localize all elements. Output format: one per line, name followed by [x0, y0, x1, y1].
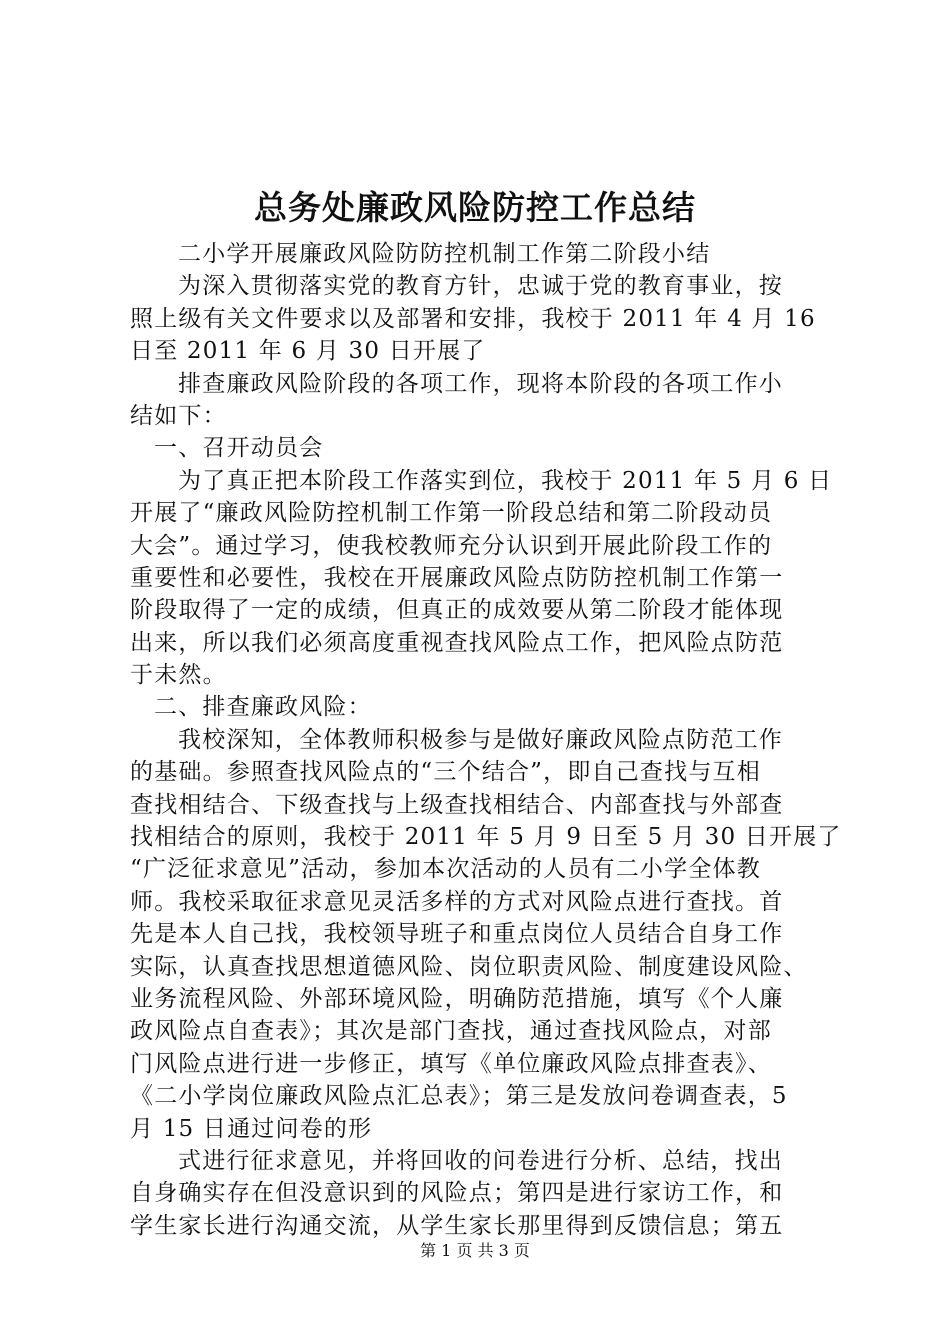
page-footer: 第 1 页 共 3 页 — [420, 1241, 530, 1260]
body-line: 师。我校采取征求意见灵活多样的方式对风险点进行查找。首 — [130, 888, 784, 915]
body-line: 月 15 日通过问卷的形 — [130, 1115, 373, 1142]
body-line: “广泛征求意见”活动，参加本次活动的人员有二小学全体教 — [130, 856, 761, 883]
body-line: 式进行征求意见，并将回收的问卷进行分析、总结，找出 — [178, 1147, 783, 1174]
body-line: 找相结合的原则，我校于 2011 年 5 月 9 日至 5 月 30 日开展了 — [130, 824, 842, 851]
body-line: 出来，所以我们必须高度重视查找风险点工作，把风险点防范 — [130, 629, 784, 656]
body-line: 二小学开展廉政风险防防控机制工作第二阶段小结 — [178, 241, 711, 267]
body-line: 我校深知，全体教师积极参与是做好廉政风险点防范工作 — [178, 726, 783, 753]
body-line: 业务流程风险、外部环境风险，明确防范措施，填写《个人廉 — [130, 985, 784, 1012]
body-line: 重要性和必要性，我校在开展廉政风险点防防控机制工作第一 — [130, 564, 784, 591]
body-line: 结如下： — [130, 402, 227, 429]
body-line: 政风险点自查表》；其次是部门查找，通过查找风险点，对部 — [130, 1018, 772, 1045]
section-heading: 二、排查廉政风险： — [154, 694, 372, 721]
document-title: 总务处廉政风险防控工作总结 — [254, 188, 696, 227]
document-body — [130, 238, 842, 1242]
body-line: 自身确实存在但没意识到的风险点；第四是进行家访工作，和 — [130, 1180, 784, 1207]
body-line: 阶段取得了一定的成绩，但真正的成效要从第二阶段才能体现 — [130, 597, 784, 624]
body-line: 排查廉政风险阶段的各项工作，现将本阶段的各项工作小 — [178, 370, 783, 397]
body-line: 日至 2011 年 6 月 30 日开展了 — [130, 338, 486, 365]
section-heading: 一、召开动员会 — [154, 435, 324, 462]
body-line: 开展了“廉政风险防控机制工作第一阶段总结和第二阶段动员 — [130, 500, 773, 527]
body-line: 学生家长进行沟通交流，从学生家长那里得到反馈信息；第五 — [130, 1212, 784, 1239]
body-line: 大会”。通过学习，使我校教师充分认识到开展此阶段工作的 — [130, 532, 773, 559]
body-line: 门风险点进行进一步修正，填写《单位廉政风险点排查表》、 — [130, 1050, 772, 1077]
body-line: 实际，认真查找思想道德风险、岗位职责风险、制度建设风险、 — [130, 953, 808, 980]
body-line: 为深入贯彻落实党的教育方针，忠诚于党的教育事业，按 — [178, 273, 783, 300]
body-line: 为了真正把本阶段工作落实到位，我校于 2011 年 5 月 6 日 — [178, 467, 833, 494]
body-line: 于未然。 — [130, 662, 227, 689]
body-line: 《二小学岗位廉政风险点汇总表》；第三是发放问卷调查表，5 — [130, 1083, 788, 1110]
body-line: 查找相结合、下级查找与上级查找相结合、内部查找与外部查 — [130, 791, 784, 818]
body-line: 先是本人自己找，我校领导班子和重点岗位人员结合自身工作 — [130, 921, 784, 948]
body-line: 照上级有关文件要求以及部署和安排，我校于 2011 年 4 月 16 — [130, 305, 816, 332]
body-line: 的基础。参照查找风险点的“三个结合”，即自己查找与互相 — [130, 759, 761, 786]
